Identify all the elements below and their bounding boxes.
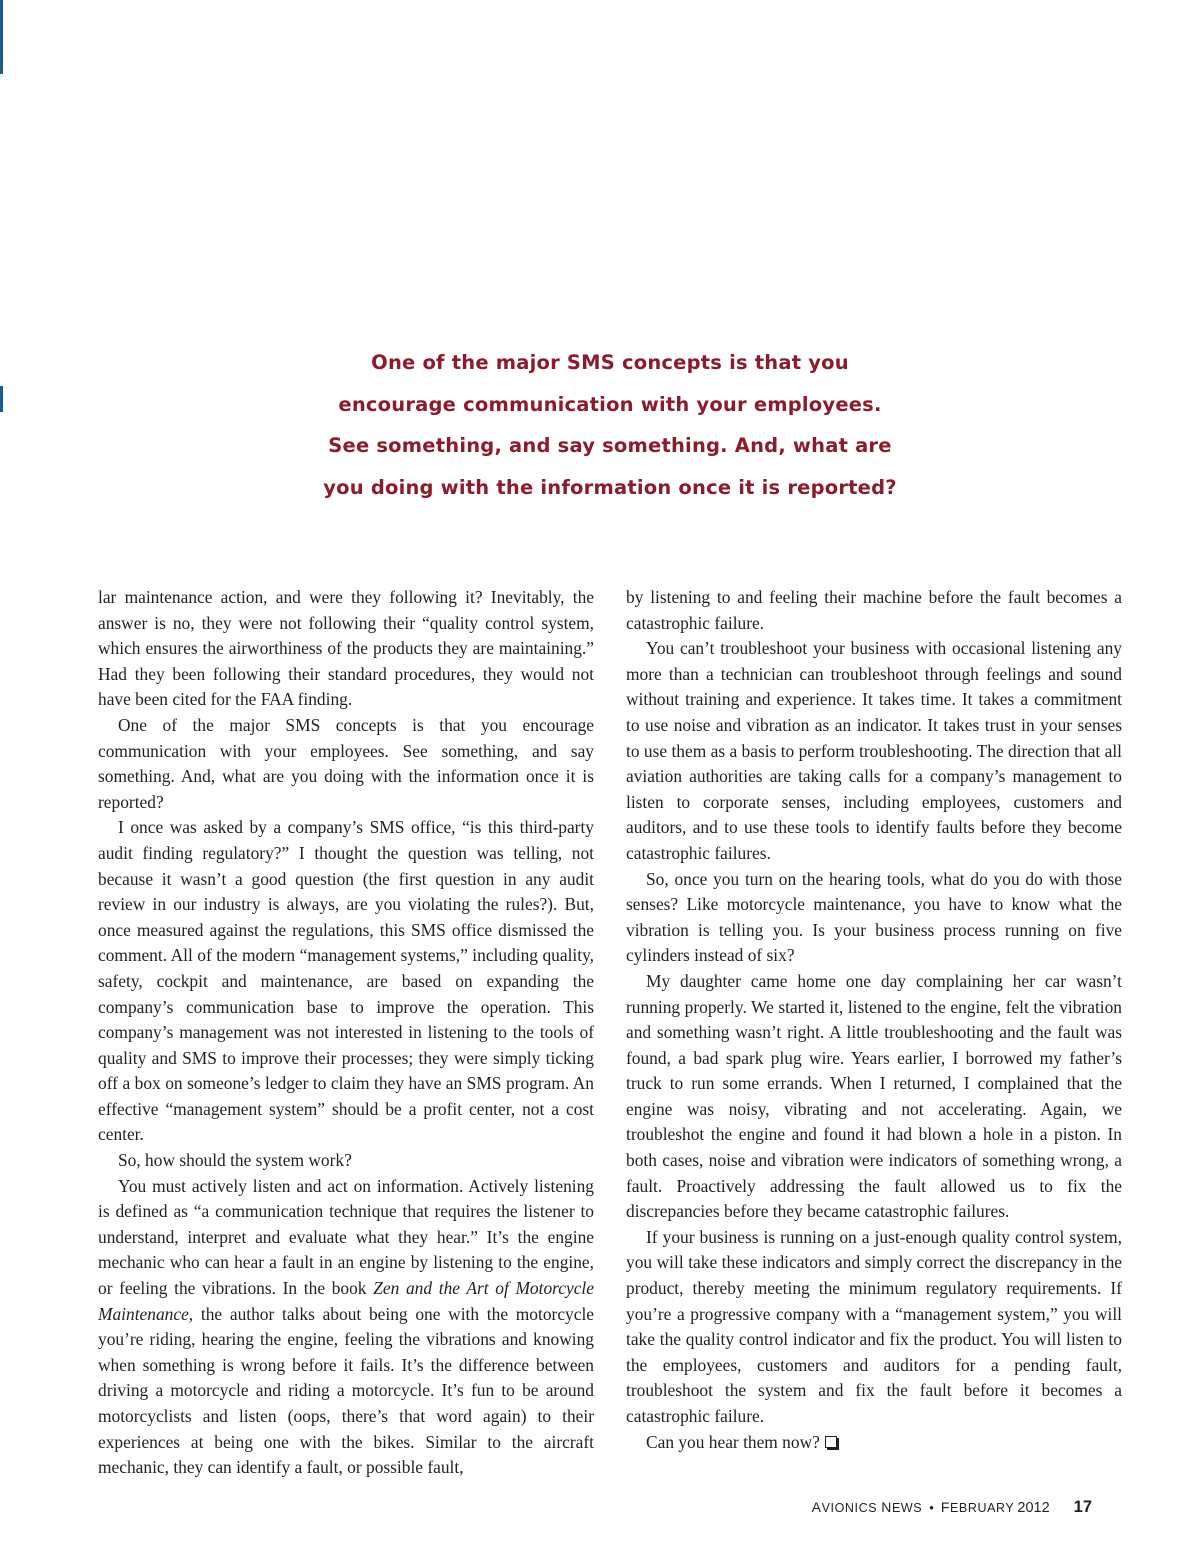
closing-line: Can you hear them now? (646, 1431, 820, 1452)
pull-quote-line: encourage communication with your employees. (338, 392, 882, 416)
end-mark-box-icon (825, 1436, 837, 1448)
footer-bullet: • (929, 1500, 934, 1515)
paragraph: One of the major SMS concepts is that you encourage communication with your employees. See something, and say something. And, what are you doing with the information once it is reported? (98, 714, 594, 812)
issue-month: FEBRUARY (940, 1499, 1015, 1515)
article-column-left (98, 585, 594, 1481)
paragraph-text: You must actively listen and act on information. Actively listening is defined as “a communication technique that requires the listener to understand, interpret and evaluate what they hear.” It’s the engine mechanic who can hear a fault in an engine by listening to the engine, or feeling the vibrations. In the book (98, 1175, 594, 1299)
paragraph: I once was asked by a company’s SMS office, “is this third-party audit finding regulatory?” I thought the question was telling, not because it wasn’t a good question (the first question in any audit review in our industry is always, are you violating the rules?). But, once measured against the regulations, this SMS office dismissed the comment. All of the modern “management systems,” including quality, safety, cockpit and maintenance, are based on expanding the company’s communication base to improve the operation. This company’s management was not interested in listening to the tools of quality and SMS to improve their processes; they were simply ticking off a box on someone’s ledger to claim they have an SMS program. An effective “management system” should be a profit center, not a cost center. (98, 817, 594, 1145)
paragraph: If your business is running on a just-enough quality control system, you will take these indicators and simply correct the discrepancy in the product, thereby meeting the minimum regulatory requirements. If you’re a progressive company with a “management system,” you will take the quality control indicator and fix the product. You will listen to the employees, customers and auditors for a pending fault, troubleshoot the system and fix the fault before it becomes a catastrophic failure. (626, 1226, 1122, 1426)
pull-quote (290, 342, 930, 508)
book-title: Zen and the Art of Motorcycle Maintenance (98, 1278, 594, 1324)
paragraph: My daughter came home one day complaining her car wasn’t running properly. We started it, listened to the engine, felt the vibration and something wasn’t right. A little troubleshooting and the fault was found, a bad spark plug wire. Years earlier, I borrowed my father’s truck to run some errands. When I returned, I complained that the engine was noisy, vibrating and not accelerating. Again, we troubleshot the engine and found it had blown a hole in a piston. In both cases, noise and vibration were indicators of something wrong, a fault. Proactively addressing the fault allowed us to fix the discrepancies before they became catastrophic failures. (626, 970, 1122, 1222)
page-footer (812, 1498, 1092, 1517)
paragraph-text: , the author talks about being one with the motorcycle you’re riding, hearing the engine, feeling the vibrations and knowing when something is wrong before it fails. It’s the difference between driving a motorcycle and riding a motorcycle. It’s fun to be around motorcyclists and listen (oops, there’s that word again) to their experiences at being one with the bikes. Similar to the aircraft mechanic, they can identify a fault, or possible fault, (98, 1303, 594, 1478)
paragraph: by listening to and feeling their machine before the fault becomes a catastrophic failure. (626, 587, 1122, 633)
edge-color-bar-middle (0, 386, 3, 412)
magazine-name: AVIONICS NEWS (811, 1499, 923, 1515)
article-column-right (626, 585, 1122, 1455)
paragraph: So, how should the system work? (118, 1150, 352, 1171)
issue-year: 2012 (1017, 1500, 1050, 1516)
paragraph: So, once you turn on the hearing tools, what do you do with those senses? Like motorcycle maintenance, you have to know what the vibration is telling you. Is your business process running on five cylinders instead of six? (626, 868, 1122, 966)
pull-quote-line: One of the major SMS concepts is that you (371, 351, 849, 374)
page-number: 17 (1073, 1498, 1092, 1516)
pull-quote-line: you doing with the information once it is reported? (323, 475, 897, 499)
closing-paragraph (626, 1430, 1122, 1456)
pull-quote-line: See something, and say something. And, what are (328, 434, 892, 457)
paragraph: lar maintenance action, and were they following it? Inevitably, the answer is no, they were not following their “quality control system, which ensures the airworthiness of the products they are maintaining.” Had they been following their standard procedures, they would not have been cited for the FAA finding. (98, 587, 594, 710)
paragraph: You can’t troubleshoot your business with occasional listening any more than a technician can troubleshoot through feelings and sound without training and experience. It takes time. It takes a commitment to use noise and vibration as an indicator. It takes trust in your senses to use them as a basis to perform troubleshooting. The direction that all aviation authorities are taking calls for a company’s management to listen to corporate senses, including employees, customers and auditors, and to use these tools to identify faults before they become catastrophic failures. (626, 638, 1122, 863)
edge-color-bar-top (0, 0, 3, 74)
paragraph (98, 1174, 594, 1481)
